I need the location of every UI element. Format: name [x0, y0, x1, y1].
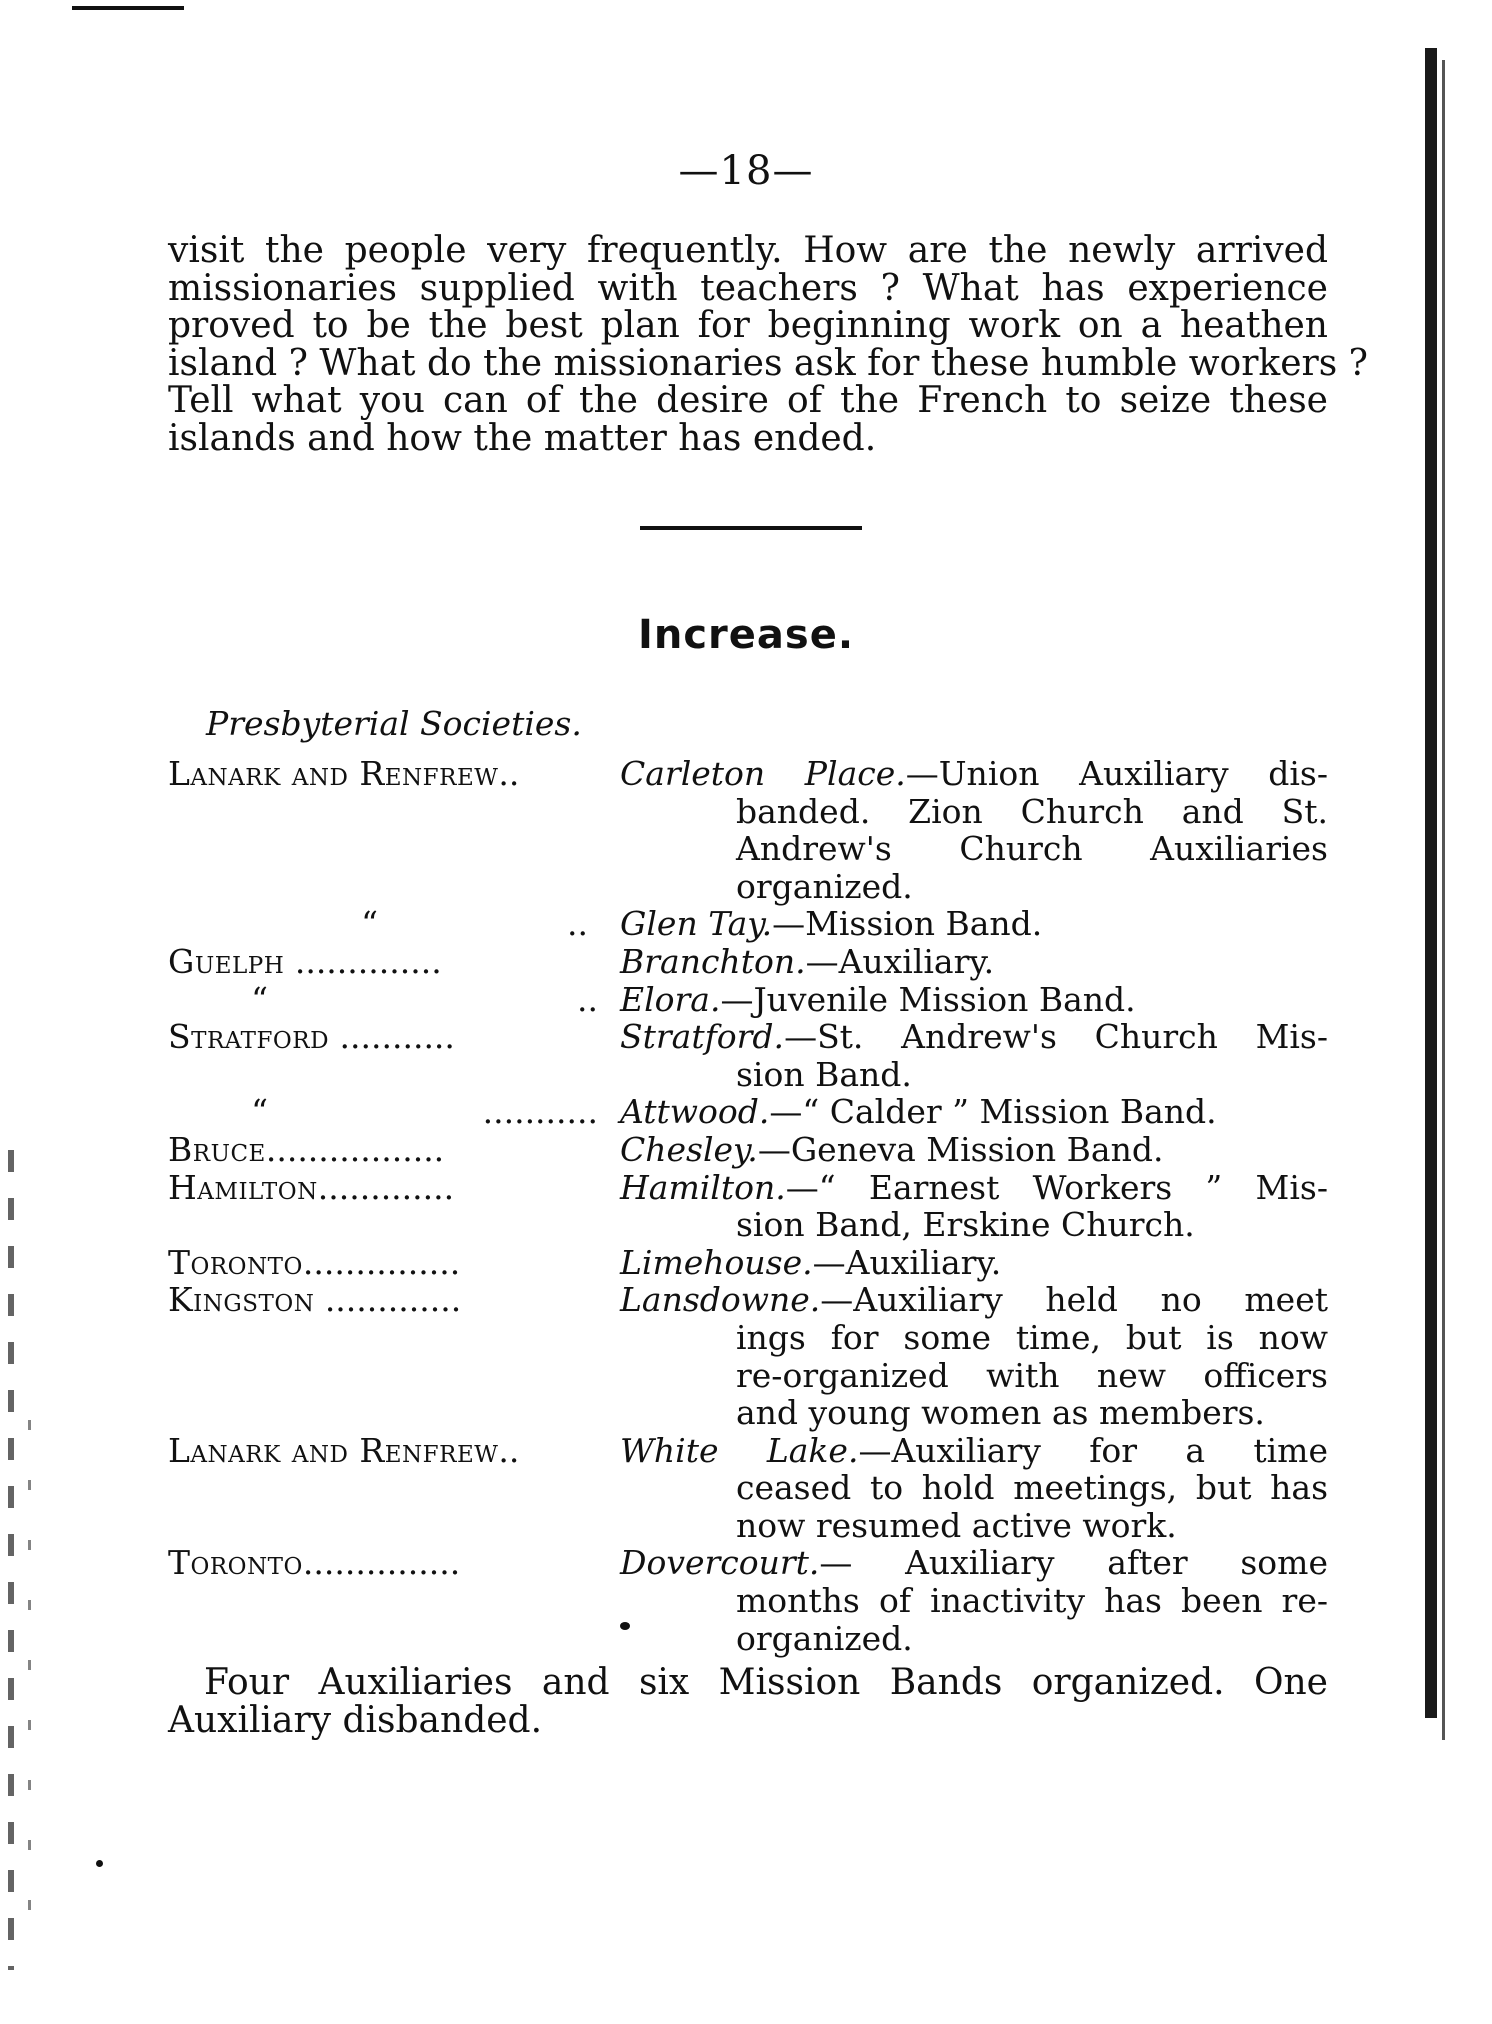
list-item	[168, 1018, 1328, 1093]
subheading: Presbyterial Societies.	[206, 704, 582, 743]
intro-line: Tell what you can of the desire of the French to seize these	[168, 380, 1328, 422]
society-name: Bruce	[168, 1130, 266, 1169]
section-divider	[640, 526, 862, 530]
entry-text: —St. Andrew's Church Mis-	[784, 1017, 1328, 1057]
page-number: —18—	[678, 148, 814, 194]
scan-left-marks	[8, 1150, 14, 1970]
ditto-mark: “	[361, 905, 378, 943]
intro-line: visit the people very frequently. How are the newly arrived	[168, 230, 1328, 271]
place-name: Glen Tay.	[620, 904, 773, 944]
intro-paragraph	[168, 230, 1368, 459]
place-name: Stratford.	[620, 1017, 785, 1057]
list-item	[168, 1544, 1328, 1657]
list-item	[168, 1131, 1328, 1169]
entry-text: and young women as members.	[736, 1393, 1265, 1433]
summary-paragraph	[168, 1664, 1328, 1740]
entry-text: —Auxiliary held no meet	[820, 1280, 1328, 1320]
place-name: Branchton.	[620, 941, 806, 981]
list-item	[168, 1432, 1328, 1545]
entry-text: ings for some time, but is now	[736, 1317, 1328, 1357]
entry-text: banded. Zion Church and St.	[736, 791, 1328, 831]
scan-left-marks-secondary	[28, 1420, 31, 1940]
entry-text: months of inactivity has been re-	[736, 1581, 1328, 1621]
society-name: Toronto	[168, 1243, 303, 1282]
society-name: Hamilton	[168, 1168, 318, 1207]
entry-text: —Auxiliary.	[805, 941, 995, 981]
scan-edge-shadow	[1425, 48, 1437, 1718]
society-name: Stratford	[168, 1018, 330, 1057]
entry-text: re-organized with new officers	[736, 1355, 1328, 1395]
place-name: Dovercourt.	[620, 1543, 820, 1583]
place-name: Carleton Place.	[620, 754, 906, 793]
scan-speck	[96, 1860, 103, 1867]
leader-dots: ...........	[482, 1093, 598, 1131]
entry-text: —“ Earnest Workers ” Mis-	[785, 1167, 1328, 1207]
society-name: Lanark and Renfrew	[168, 1431, 499, 1470]
entry-text: — Auxiliary after some	[819, 1543, 1328, 1583]
list-item	[168, 905, 1328, 943]
place-name: White Lake.	[620, 1430, 859, 1470]
entry-text: —“ Calder ” Mission Band.	[769, 1092, 1217, 1132]
entry-text: ceased to hold meetings, but has	[736, 1468, 1328, 1508]
intro-line: missionaries supplied with teachers ? What has experience	[168, 267, 1328, 309]
leader-dots: .................	[265, 1130, 445, 1169]
leader-dots: ..............	[284, 942, 442, 981]
list-item	[168, 1244, 1328, 1282]
society-name: Guelph	[168, 942, 285, 981]
entry-text: sion Band, Erskine Church.	[736, 1205, 1195, 1245]
intro-line: proved to be the best plan for beginning work on a heathen	[168, 305, 1328, 347]
ditto-mark: “	[251, 980, 268, 1019]
increase-list	[168, 755, 1328, 1657]
entry-text: Andrew's Church Auxiliaries	[736, 829, 1328, 869]
society-name: Lanark and Renfrew	[168, 755, 499, 793]
summary-line: Auxiliary disbanded.	[168, 1700, 543, 1741]
entry-text: —Auxiliary for a time	[858, 1430, 1328, 1470]
place-name: Chesley.	[620, 1129, 758, 1169]
list-item	[168, 755, 1328, 905]
place-name: Limehouse.	[620, 1242, 813, 1282]
place-name: Lansdowne.	[620, 1280, 821, 1320]
leader-dots: ..	[498, 755, 520, 793]
society-name: Toronto	[168, 1544, 303, 1583]
ditto-mark: “	[251, 1093, 268, 1131]
leader-dots: ..	[567, 905, 588, 943]
leader-dots: .............	[314, 1281, 462, 1320]
list-item	[168, 1169, 1328, 1244]
entry-text: —Geneva Mission Band.	[757, 1129, 1164, 1169]
list-item	[168, 943, 1328, 981]
place-name: Attwood.	[620, 1092, 770, 1132]
leader-dots: ...............	[302, 1544, 461, 1583]
entry-text: —Union Auxiliary dis-	[905, 754, 1328, 793]
top-edge-rule	[72, 6, 184, 10]
section-heading: Increase.	[637, 612, 855, 658]
leader-dots: ..	[498, 1431, 520, 1470]
entry-text: —Auxiliary.	[812, 1242, 1002, 1282]
leader-dots: ..	[577, 980, 598, 1019]
list-item	[168, 981, 1328, 1019]
entry-text: organized.	[736, 866, 913, 906]
leader-dots: ...........	[329, 1018, 455, 1057]
entry-text: —Mission Band.	[772, 904, 1043, 944]
entry-text: sion Band.	[736, 1054, 912, 1094]
society-name: Kingston	[168, 1281, 315, 1320]
leader-dots: .............	[317, 1168, 455, 1207]
entry-text: now resumed active work.	[736, 1505, 1177, 1545]
summary-line: Four Auxiliaries and six Mission Bands organized. One	[204, 1662, 1328, 1703]
entry-text: organized.	[736, 1618, 913, 1658]
list-item	[168, 1093, 1328, 1131]
intro-line: islands and how the matter has ended.	[168, 417, 877, 459]
place-name: Elora.	[620, 979, 721, 1019]
leader-dots: ...............	[302, 1243, 461, 1282]
scan-edge-line	[1442, 60, 1445, 1740]
intro-line: island ? What do the missionaries ask for these humble workers ?	[168, 342, 1368, 384]
list-item	[168, 1281, 1328, 1431]
entry-text: —Juvenile Mission Band.	[720, 979, 1136, 1019]
place-name: Hamilton.	[620, 1167, 786, 1207]
